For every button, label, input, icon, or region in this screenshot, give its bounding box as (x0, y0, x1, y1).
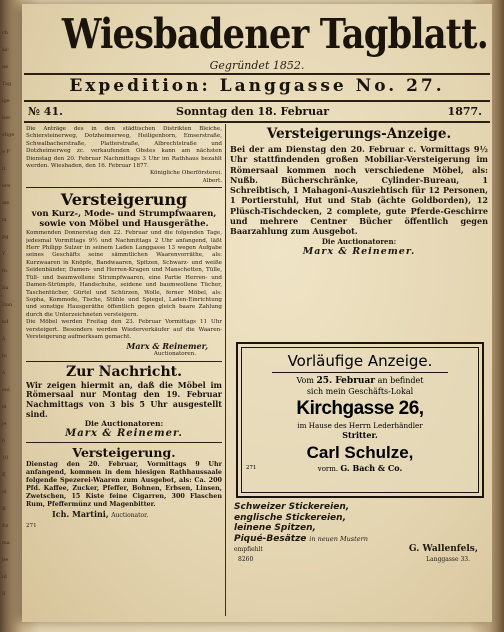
announcement-box-inner (241, 347, 479, 493)
dateline (26, 105, 488, 121)
margin-fragment: je (2, 421, 7, 427)
embroidery-ad (234, 502, 486, 582)
issue-date: Sonntag den 18. Februar (176, 105, 330, 118)
box-line1-date: 25. Februar (316, 376, 376, 386)
margin-fragment: nu (2, 285, 9, 291)
expedition-line: Expedition: Langgasse No. 27. (69, 76, 445, 96)
box-line2: sich mein Geschäfts-Lokal (306, 387, 414, 396)
auction1-subtitle: von Kurz-, Mode- und Strumpfwaaren, sowie von Möbel und Hausgeräthe. (31, 209, 217, 230)
auction3-sign-line (26, 509, 222, 521)
rule-top (24, 73, 490, 75)
margin-fragment: Ez (2, 523, 9, 529)
box-rule (272, 372, 448, 373)
rule-dateline (24, 121, 490, 123)
margin-fragment: am (2, 200, 10, 206)
margin-fragment: pg (2, 234, 9, 240)
auction-notice-sign: Marx & Reinemer. (302, 245, 416, 257)
ad-sign-line (234, 544, 486, 555)
margin-fragment: sic (2, 47, 9, 53)
left-column (26, 126, 222, 618)
margin-fragment: ei (2, 489, 7, 495)
ad-line4 (234, 534, 486, 545)
auction-notice-title: Versteigerungs-Anzeige. (266, 126, 452, 142)
margin-fragment: ent (2, 387, 11, 393)
auction1-sign: Marx & Reinemer, (126, 341, 208, 352)
ad-footer (234, 555, 486, 564)
margin-fragment: il (2, 591, 6, 597)
margin-fragment: ige (2, 98, 10, 104)
margin-fragment: R (2, 506, 6, 512)
margin-fragment: ä (2, 336, 5, 342)
margin-fragment: 10 (2, 455, 9, 461)
founded-line: Gegründet 1852. (209, 59, 305, 72)
box-line3: im Hause des Herrn Lederhändler (297, 421, 423, 430)
notice-fruit: Die Anträge des in den städtischen Distrikten Bleiche, Schiersteinerweg, Dotzheimerweg, Heiligenborn, Emserstraße, Schwalbacherstraße, Platterstraße, Albrechtstraße und Dotzheimerweg zc. verkaufenden Obstes kann am nächsten Dienstag den 20. Februar Nachmittags 3 Uhr im Rathhaus bezahlt werden. Wiesbaden, den 16. Februar 1877. (26, 126, 222, 170)
box-line1-c: an befindet (377, 376, 424, 385)
margin-fragment: Tag (2, 81, 12, 87)
auction3-title: Versteigerung. (72, 445, 176, 461)
notice-fruit-sign: Königliche Oberförsterei. (149, 170, 222, 177)
page-number-left: 271 (26, 523, 37, 530)
box-vorm: vorm. (317, 465, 339, 473)
margin-fragment: ld (2, 574, 7, 580)
margin-fragment: te (2, 353, 7, 359)
box-firm-line (242, 463, 478, 474)
margin-fragment: it (2, 166, 6, 172)
box-line1 (242, 375, 478, 387)
margin-fragment: be (2, 557, 9, 563)
auction-notice-sign-label: Die Auctionatoren: (321, 236, 397, 246)
margin-fragment: Dan (2, 302, 13, 308)
auction-notice-body: Bei der am Dienstag den 20. Februar c. Vormittags 9½ Uhr stattfindenden großen Mobiliar-Versteigerung im Römersaal kommen noch verschiedene Möbel, als: Nußb. Bücherschränke, Cylinder-Bureau, 1 Schreibtisch, 1 Mahagoni-Ausziehtisch für 12 Personen, 1 Portierstuhl, Hut und Stab (ächte Goldborden), 12 Plüsch-Tischdecken, 2 complete, gute Pferde-Geschirre und mehrere Centner Bücher öffentlich gegen Baarzahlung zum Ausgebot. (230, 144, 488, 237)
divider (26, 361, 222, 362)
auction1-title: Versteigerung (60, 190, 188, 210)
auction1-body: Kommenden Donnerstag den 22. Februar und die folgenden Tage, jedesmal Vormittags 9½ und Nachmittags 2 Uhr anfangend, läßt Herr Philipp Sulzer in seinem Laden Langgasse 13 wegen Aufgabe seines Geschäfts seine sämmtlichen Waarenvorräthe, als: Kurzwaaren in Knöpfe, Bandwaaren, Spitzen, Schwarz- und weiße Seidenbänder, Damen- und Herren-Kragen und Manschetten, Tülle, Tüll- und baumwollene Strumpfwaaren, eine Partie Herren- und Damen-Strümpfe, Handschuhe, seidene und baumwollene Tücher, Taschentücher, Gürtel und Schürzen, Wolle, ferner Möbel, als: Sopha, Kommode, Tische, Stühle und Spiegel, Laden-Einrichtung und sonstige Hausgeräthe öffentlich gegen gleich baare Zahlung durch die Unterzeichneten versteigern. (26, 230, 222, 318)
margin-fragment: ei (2, 404, 7, 410)
rule-mid (24, 100, 490, 102)
ad-name: G. Wallenfels, (408, 544, 478, 554)
issue-number: № 41. (28, 105, 63, 118)
margin-fragment: 6 (2, 438, 6, 444)
margin-fragment: ber (2, 115, 11, 121)
margin-fragment: ere (2, 183, 11, 189)
column-divider (225, 124, 226, 616)
left-margin-adjacent-page (0, 0, 22, 632)
margin-fragment: ts (2, 217, 7, 223)
announcement-box (236, 342, 484, 498)
ad-address: Langgasse 33. (426, 556, 470, 563)
margin-fragment: K (2, 472, 6, 478)
box-name: Carl Schulze, (306, 443, 414, 462)
ad-line4-sub: in neuen Mustern (309, 534, 368, 543)
newspaper-page (22, 4, 492, 622)
box-number: 271 (246, 465, 257, 471)
notice2-sign: Marx & Reinemer. (65, 428, 183, 440)
auction1-sign-sub: Auctionatoren. (153, 351, 196, 358)
auction1-body2: Die Möbel werden Freitag den 23. Februar Vormittags 11 Uhr versteigert. Besonders werden Wiederverkäufer auf die Waaren-Versteigerung aufmerksam gemacht. (26, 319, 222, 340)
notice2-body: Wir zeigen hiermit an, daß die Möbel im Römersaal nur Montag den 19. Februar Nachmittags von 3 bis 5 Uhr ausgestellt sind. (26, 379, 222, 419)
ad-line4-main: Piqué-Besätze (234, 533, 307, 544)
margin-fragment: Y (2, 251, 6, 257)
margin-fragment: ma (2, 540, 10, 546)
margin-fragment: fe. (2, 268, 9, 274)
box-line1-a: Vom (296, 376, 314, 385)
divider (26, 187, 222, 188)
margin-fragment: ne (2, 64, 9, 70)
auction3-sign-sub: Auctionator. (111, 512, 149, 520)
box-line4: Stritter. (342, 430, 378, 440)
box-title: Vorläufige Anzeige. (287, 352, 433, 370)
margin-fragment: ch (2, 30, 9, 36)
margin-fragment: a (2, 370, 5, 376)
notice2-sign-label: Die Auctionatoren: (84, 419, 164, 429)
auction3-sign: Ich. Martini, (52, 509, 109, 520)
box-firm: G. Bach & Co. (340, 463, 403, 473)
margin-fragment: stige (2, 132, 15, 138)
masthead-title: Wiesbadener Tagblatt. (61, 10, 489, 58)
margin-fragment: e P (2, 149, 10, 155)
auction3-body: Dienstag den 20. Februar, Vormittags 9 Uhr anfangend, kommen in dem hiesigen Rathhaussaale folgende Spezerei-Waaren zum Ausgebot, als: Ca. 200 Pfd. Kaffee, Zucker, Pfeffer, Bohnen, Erbsen, Linsen, Zwetschen, 15 Kiste feine Cigarren, 300 Flaschen Rum, Pfeffermünz und Magenbitter. (26, 460, 222, 509)
issue-year: 1877. (447, 105, 482, 118)
divider (26, 442, 222, 443)
margin-fragment: nd (2, 319, 9, 325)
box-street: Kirchgasse 26, (296, 398, 424, 419)
notice2-title: Zur Nachricht. (66, 363, 182, 380)
ad-line2: englische Stickereien, (234, 512, 346, 523)
ad-line3: leinene Spitzen, (234, 523, 316, 533)
ad-empf: empfiehlt (234, 546, 263, 553)
ad-line1: Schweizer Stickereien, (234, 502, 350, 512)
notice-fruit-sign2: Albert. (202, 177, 222, 184)
ad-number: 8260 (238, 556, 254, 563)
